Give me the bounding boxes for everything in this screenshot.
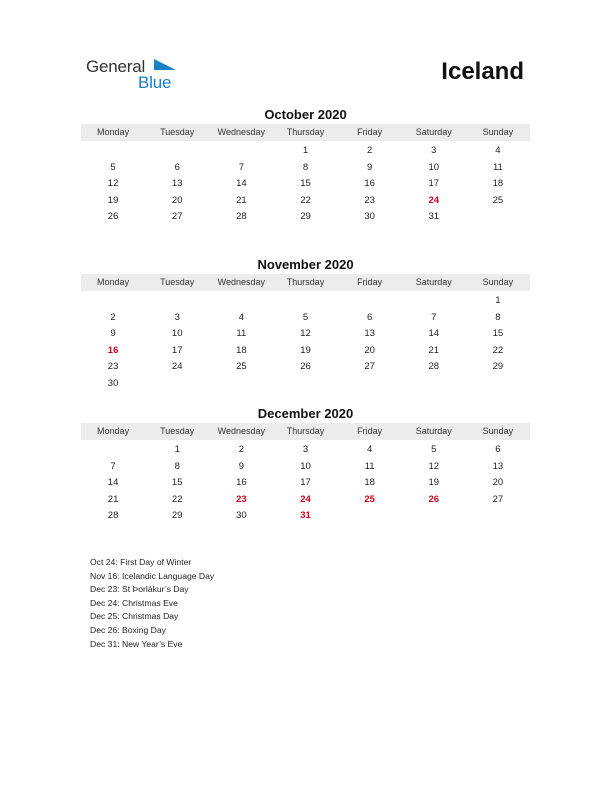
day-name-saturday: Saturday [415, 127, 452, 137]
holiday-note: Dec 23: St Þorlákur’s Day [90, 584, 189, 595]
month-title: October 2020 [264, 107, 347, 122]
week-row [81, 209, 530, 226]
day-cell: 18 [364, 477, 375, 489]
empty-day-cell [273, 293, 337, 310]
logo-triangle-icon [154, 59, 176, 70]
day-cell: 10 [428, 161, 440, 173]
logo-general-text: General [86, 57, 146, 76]
day-cell: 14 [236, 178, 247, 190]
holiday-note: Oct 24: First Day of Winter [90, 557, 192, 567]
holiday-note: Nov 16: Icelandic Language Day [90, 570, 215, 581]
day-name-wednesday: Wednesday [217, 277, 266, 287]
day-cell: 18 [236, 344, 247, 356]
day-name-sunday: Sunday [482, 277, 514, 287]
week-row [81, 508, 530, 525]
day-name-monday: Monday [97, 127, 130, 137]
day-cell: 9 [238, 460, 244, 472]
month-december [81, 405, 530, 525]
day-name-wednesday: Wednesday [217, 127, 266, 137]
day-cell: 15 [492, 328, 504, 340]
day-cell: 26 [300, 361, 311, 373]
month-november [81, 256, 530, 393]
day-cell: 26 [428, 493, 440, 505]
day-cell: 14 [107, 477, 119, 489]
day-cell: 22 [171, 493, 183, 505]
day-cell: 23 [107, 361, 119, 373]
day-cell: 1 [302, 145, 309, 156]
day-name-saturday: Saturday [415, 277, 452, 287]
empty-day-cell [338, 293, 402, 310]
day-cell: 16 [107, 344, 119, 356]
day-cell: 19 [428, 477, 440, 489]
day-name-tuesday: Tuesday [160, 127, 195, 137]
day-cell: 3 [302, 444, 309, 455]
empty-day-cell [145, 143, 209, 160]
day-name-saturday: Saturday [415, 426, 452, 436]
day-cell: 12 [107, 178, 119, 190]
day-cell: 7 [238, 161, 244, 173]
empty-day-cell [81, 293, 145, 310]
day-names-header [81, 274, 530, 291]
country-title: Iceland [441, 58, 524, 85]
day-cell: 19 [107, 194, 119, 206]
day-cell: 29 [171, 510, 183, 522]
month-october [81, 106, 530, 226]
empty-day-cell [209, 143, 273, 160]
day-cell: 4 [366, 444, 373, 455]
day-cell: 1 [174, 444, 180, 455]
day-cell: 23 [364, 194, 375, 206]
day-cell: 18 [492, 178, 504, 190]
day-cell: 15 [300, 178, 311, 190]
day-name-thursday: Thursday [286, 127, 325, 137]
empty-day-cell [81, 442, 145, 459]
day-cell: 28 [428, 361, 440, 373]
day-cell: 29 [492, 361, 504, 373]
day-cell: 28 [107, 510, 119, 522]
empty-day-cell [466, 508, 530, 525]
day-cell: 24 [428, 194, 440, 206]
day-name-thursday: Thursday [286, 426, 325, 436]
day-cell: 31 [300, 510, 311, 522]
day-names-header [81, 124, 530, 141]
empty-day-cell [209, 293, 273, 310]
day-cell: 13 [364, 328, 375, 340]
week-row [81, 343, 530, 360]
empty-day-cell [209, 376, 273, 393]
day-name-monday: Monday [97, 277, 130, 287]
empty-day-cell [402, 508, 466, 525]
holiday-note: Dec 25: Christmas Day [90, 611, 179, 622]
holiday-note: Dec 31: New Year’s Eve [90, 638, 183, 649]
day-name-wednesday: Wednesday [217, 426, 266, 436]
holiday-note: Dec 26: Boxing Day [90, 624, 166, 635]
day-cell: 4 [495, 145, 501, 156]
day-cell: 11 [236, 328, 247, 340]
day-cell: 17 [300, 477, 311, 489]
week-row [81, 475, 530, 492]
day-cell: 6 [366, 311, 373, 323]
empty-day-cell [81, 143, 145, 160]
day-cell: 17 [171, 344, 183, 356]
empty-day-cell [466, 376, 530, 393]
day-cell: 22 [492, 344, 504, 356]
day-cell: 25 [236, 361, 247, 373]
week-row [81, 442, 530, 459]
day-cell: 6 [174, 161, 180, 173]
day-cell: 30 [364, 211, 375, 223]
week-row [81, 359, 530, 376]
day-name-friday: Friday [357, 127, 383, 137]
day-cell: 31 [428, 211, 440, 223]
day-cell: 12 [428, 460, 440, 472]
day-cell: 6 [495, 444, 501, 455]
day-cell: 25 [492, 194, 504, 206]
day-cell: 1 [495, 295, 501, 306]
day-cell: 8 [174, 460, 180, 472]
day-cell: 23 [236, 493, 247, 505]
day-cell: 28 [236, 211, 247, 223]
empty-day-cell [145, 293, 209, 310]
day-cell: 27 [171, 211, 183, 223]
day-cell: 9 [110, 328, 116, 340]
day-cell: 3 [431, 145, 437, 156]
day-cell: 20 [171, 194, 183, 206]
month-title: December 2020 [257, 406, 354, 421]
day-cell: 5 [110, 161, 116, 173]
day-cell: 11 [492, 161, 503, 173]
week-row [81, 143, 530, 160]
week-row [81, 160, 530, 177]
day-cell: 12 [300, 328, 311, 340]
week-row [81, 176, 530, 193]
day-cell: 24 [171, 361, 183, 373]
day-name-sunday: Sunday [482, 426, 514, 436]
week-row [81, 310, 530, 327]
day-cell: 21 [236, 194, 247, 206]
day-cell: 26 [107, 211, 119, 223]
day-cell: 25 [364, 493, 375, 505]
day-name-tuesday: Tuesday [160, 277, 195, 287]
day-cell: 22 [300, 194, 311, 206]
week-row [81, 193, 530, 210]
day-cell: 10 [300, 460, 311, 472]
day-name-thursday: Thursday [286, 277, 325, 287]
week-row [81, 293, 530, 310]
day-cell: 3 [174, 311, 180, 323]
day-cell: 27 [364, 361, 375, 373]
day-cell: 27 [492, 493, 504, 505]
holiday-notes [90, 556, 214, 651]
week-row [81, 326, 530, 343]
week-row [81, 376, 530, 393]
empty-day-cell [466, 209, 530, 226]
day-cell: 30 [107, 377, 119, 389]
day-cell: 29 [300, 211, 311, 223]
empty-day-cell [402, 293, 466, 310]
day-cell: 8 [302, 161, 309, 173]
month-title: November 2020 [257, 257, 354, 272]
day-cell: 10 [171, 328, 183, 340]
day-cell: 17 [428, 178, 440, 190]
day-cell: 2 [366, 145, 373, 156]
day-cell: 9 [366, 161, 373, 173]
day-names-header [81, 423, 530, 440]
day-cell: 15 [171, 477, 183, 489]
day-cell: 21 [107, 493, 119, 505]
day-cell: 20 [364, 344, 375, 356]
empty-day-cell [338, 508, 402, 525]
holiday-note: Dec 24: Christmas Eve [90, 597, 178, 608]
logo-blue-text: Blue [138, 73, 172, 92]
day-cell: 7 [110, 460, 116, 472]
day-cell: 8 [495, 311, 501, 323]
day-cell: 4 [238, 311, 244, 323]
day-name-friday: Friday [357, 426, 383, 436]
day-cell: 2 [110, 311, 116, 323]
day-name-friday: Friday [357, 277, 383, 287]
empty-day-cell [273, 376, 337, 393]
day-name-tuesday: Tuesday [160, 426, 195, 436]
day-cell: 16 [364, 178, 375, 190]
day-cell: 30 [236, 510, 247, 522]
day-cell: 5 [431, 444, 437, 455]
generalblue-logo [86, 54, 186, 94]
day-cell: 7 [431, 311, 437, 323]
empty-day-cell [338, 376, 402, 393]
week-row [81, 459, 530, 476]
day-cell: 14 [428, 328, 440, 340]
day-cell: 13 [492, 460, 504, 472]
week-row [81, 492, 530, 509]
day-name-sunday: Sunday [482, 127, 514, 137]
empty-day-cell [402, 376, 466, 393]
day-cell: 20 [492, 477, 504, 489]
day-cell: 24 [300, 493, 311, 505]
day-cell: 21 [428, 344, 440, 356]
day-cell: 11 [364, 460, 375, 472]
day-cell: 19 [300, 344, 311, 356]
day-cell: 16 [236, 477, 247, 489]
day-cell: 13 [171, 178, 183, 190]
day-name-monday: Monday [97, 426, 130, 436]
day-cell: 2 [238, 444, 244, 455]
empty-day-cell [145, 376, 209, 393]
day-cell: 5 [302, 311, 309, 323]
